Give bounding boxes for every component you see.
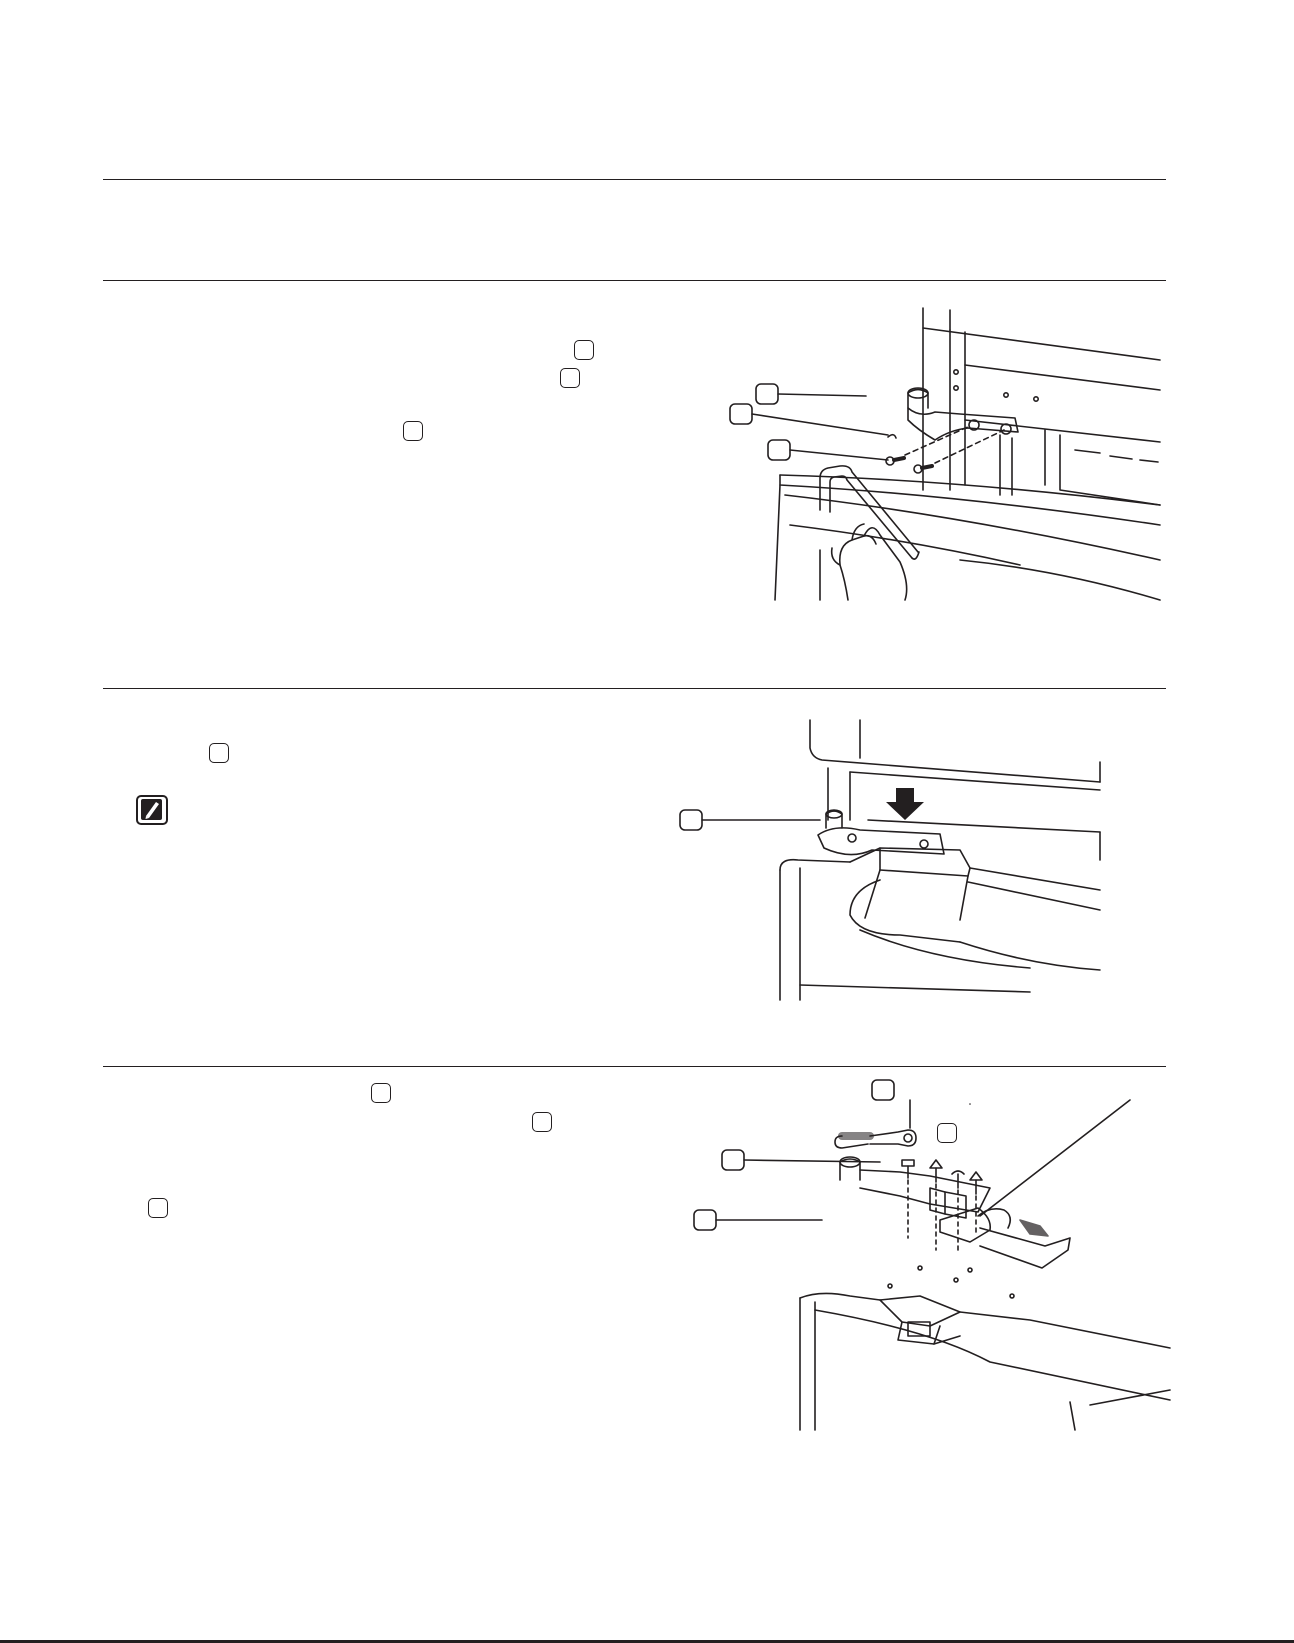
- section-divider-3: [103, 1066, 1166, 1067]
- hinge-bracket-icon: [908, 388, 1018, 440]
- callout-badge: [937, 1123, 957, 1143]
- text-reference-badge: [371, 1083, 391, 1103]
- text-reference-badge: [209, 743, 229, 763]
- bolt-icon: [902, 1160, 914, 1178]
- text-reference-badge: [560, 368, 580, 388]
- top-divider: [103, 179, 1166, 180]
- pin-icon: [888, 435, 896, 438]
- text-reference-badge: [148, 1198, 168, 1218]
- note-pencil-icon: [136, 795, 168, 825]
- socket-wrench-icon: [835, 1100, 916, 1148]
- text-reference-badge: [574, 340, 594, 360]
- bolt-icon: [886, 457, 932, 473]
- hinge-icon: [840, 1157, 990, 1218]
- down-arrow-icon: [886, 788, 924, 820]
- text-reference-badge: [532, 1112, 552, 1132]
- door-lowering-illustration: [700, 720, 1160, 1000]
- section-divider-1: [103, 280, 1166, 281]
- text-reference-badge: [403, 421, 423, 441]
- hinge-removal-illustration: [760, 300, 1160, 620]
- hex-wrench-icon: [820, 466, 919, 559]
- section-divider-2: [103, 688, 1166, 689]
- upper-hinge-illustration: [730, 1100, 1170, 1410]
